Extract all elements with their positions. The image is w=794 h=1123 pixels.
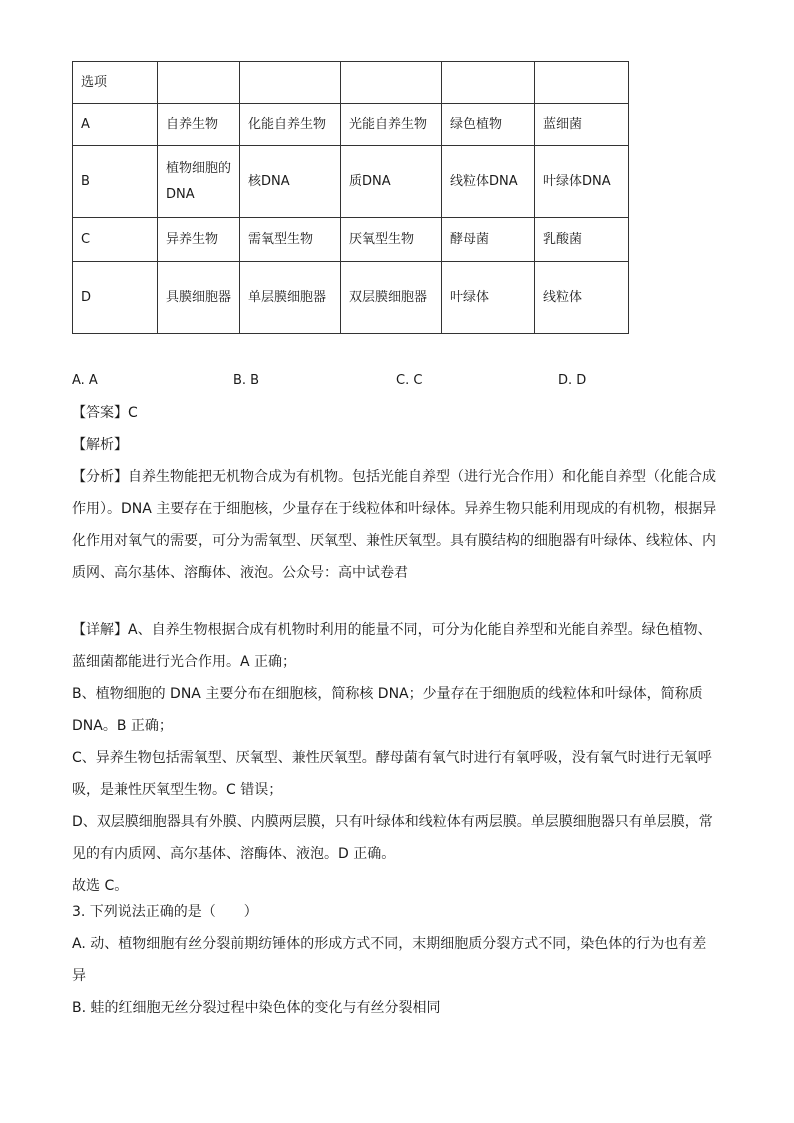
table-row	[73, 218, 629, 262]
option-b-line: B. 蛙的红细胞无丝分裂过程中染色体的变化与有丝分裂相同	[72, 1000, 441, 1016]
table-cell: 化能自养生物	[240, 104, 341, 146]
table-cell: 核DNA	[240, 146, 341, 218]
option-a-line: 异	[72, 968, 86, 984]
table-header-cell	[240, 62, 341, 104]
table-header-cell	[158, 62, 240, 104]
text-line: C、异养生物包括需氧型、厌氧型、兼性厌氧型。酵母菌有氧气时进行有氧呼吸，没有氧气时进行无氧呼	[72, 750, 712, 766]
analysis-paragraph	[72, 461, 724, 589]
table-row	[73, 104, 629, 146]
analysis-heading: 【解析】	[72, 437, 128, 453]
table-cell: 光能自养生物	[341, 104, 442, 146]
table-header-cell	[535, 62, 629, 104]
text-line: 质网、高尔基体、溶酶体、液泡。公众号：高中试卷君	[72, 565, 408, 581]
choice-d: D. D	[558, 373, 587, 388]
table-cell: 叶绿体	[442, 262, 535, 334]
table-row	[73, 262, 629, 334]
choice-a: A. A	[72, 373, 98, 388]
table-cell: 具膜细胞器	[158, 262, 240, 334]
text-line: 作用）。DNA 主要存在于细胞核，少量存在于线粒体和叶绿体。异养生物只能利用现成的有机物，根据异	[72, 501, 717, 517]
table-cell: D	[73, 262, 158, 334]
table-cell: 乳酸菌	[535, 218, 629, 262]
detail-paragraph	[72, 614, 724, 902]
text-line: DNA。B 正确；	[72, 718, 173, 734]
table-cell: 植物细胞的DNA	[158, 146, 240, 218]
question-stem: 3. 下列说法正确的是（ ）	[72, 904, 258, 920]
text-line: 【分析】自养生物能把无机物合成为有机物。包括光能自养型（进行光合作用）和化能自养型（化能合成	[72, 469, 716, 485]
table-cell: 自养生物	[158, 104, 240, 146]
table-cell: 双层膜细胞器	[341, 262, 442, 334]
table-cell: 蓝细菌	[535, 104, 629, 146]
table-header-cell: 选项	[73, 62, 158, 104]
table-cell: A	[73, 104, 158, 146]
table-cell: C	[73, 218, 158, 262]
text-line: D、双层膜细胞器具有外膜、内膜两层膜，只有叶绿体和线粒体有两层膜。单层膜细胞器只有单层膜，常	[72, 814, 713, 830]
table-header-cell	[341, 62, 442, 104]
choice-c: C. C	[396, 373, 423, 388]
text-line: 吸，是兼性厌氧型生物。C 错误；	[72, 782, 283, 798]
table-cell: 线粒体	[535, 262, 629, 334]
answer-line: 【答案】C	[72, 405, 138, 421]
table-cell: 叶绿体DNA	[535, 146, 629, 218]
table-cell: 厌氧型生物	[341, 218, 442, 262]
text-line: 故选 C。	[72, 878, 129, 894]
table-row	[73, 146, 629, 218]
table-cell: 绿色植物	[442, 104, 535, 146]
table-cell: 质DNA	[341, 146, 442, 218]
answer-choices	[72, 373, 722, 393]
question-3	[72, 896, 724, 1024]
text-line: 蓝细菌都能进行光合作用。A 正确；	[72, 654, 297, 670]
table-cell: 线粒体DNA	[442, 146, 535, 218]
text-line: 化作用对氧气的需要，可分为需氧型、厌氧型、兼性厌氧型。具有膜结构的细胞器有叶绿体、线粒体、内	[72, 533, 716, 549]
text-line: 见的有内质网、高尔基体、溶酶体、液泡。D 正确。	[72, 846, 396, 862]
table-header-cell	[442, 62, 535, 104]
table-cell: 单层膜细胞器	[240, 262, 341, 334]
option-a-line: A. 动、植物细胞有丝分裂前期纺锤体的形成方式不同，末期细胞质分裂方式不同，染色体的行为也有差	[72, 936, 707, 952]
table-cell: 酵母菌	[442, 218, 535, 262]
text-line: B、植物细胞的 DNA 主要分布在细胞核，简称核 DNA；少量存在于细胞质的线粒体和叶绿体，简称质	[72, 686, 703, 702]
table-cell: B	[73, 146, 158, 218]
text-line: 【详解】A、自养生物根据合成有机物时利用的能量不同，可分为化能自养型和光能自养型。绿色植物、	[72, 622, 712, 638]
table-cell: 需氧型生物	[240, 218, 341, 262]
table-cell: 异养生物	[158, 218, 240, 262]
table-header-row	[73, 62, 629, 104]
options-table	[72, 61, 629, 334]
choice-b: B. B	[233, 373, 260, 388]
